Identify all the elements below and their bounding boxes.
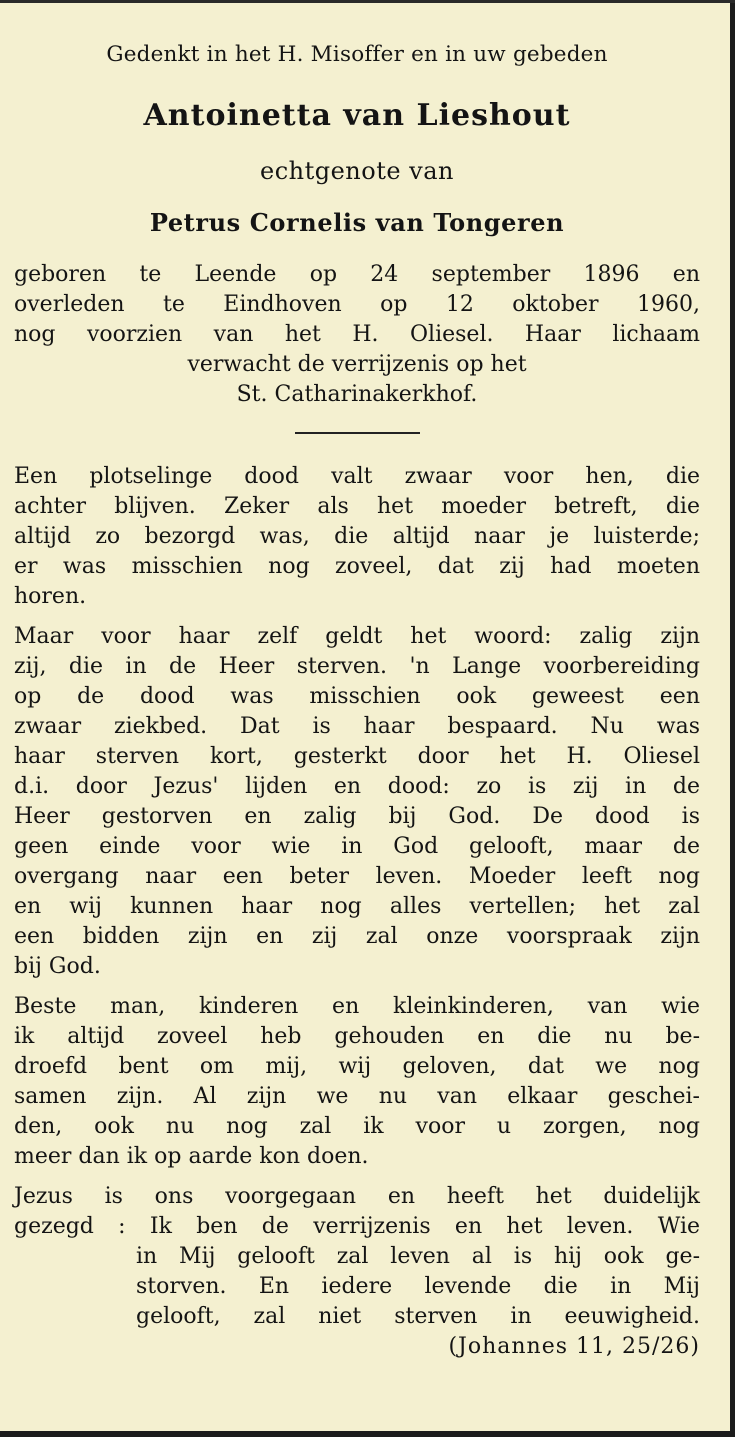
quote-line: gelooft, zal niet sterven in eeuwigheid. <box>136 1304 700 1329</box>
bio-line: nog voorzien van het H. Oliesel. Haar lichaam <box>14 322 700 347</box>
divider-rule <box>295 432 420 434</box>
quote-line: Jezus is ons voorgegaan en heeft het duidelijk <box>14 1184 700 1209</box>
bio-line: geboren te Leende op 24 september 1896 en <box>14 262 700 287</box>
text-line: een bidden zijn en zij zal onze voorspraak zijn <box>14 924 700 949</box>
text-line: en wij kunnen haar nog alles vertellen; het zal <box>14 894 700 919</box>
text-line: horen. <box>14 584 87 609</box>
text-line: overgang naar een beter leven. Moeder leeft nog <box>14 864 700 889</box>
text-line: haar sterven kort, gesterkt door het H. Oliesel <box>14 744 700 769</box>
text-line: er was misschien nog zoveel, dat zij had moeten <box>14 554 700 579</box>
text-line: Maar voor haar zelf geldt het woord: zalig zijn <box>14 624 700 649</box>
spouse-label: echtgenote van <box>259 157 455 185</box>
paragraph-2 <box>14 622 700 982</box>
text-line: den, ook nu nog zal ik voor u zorgen, nog <box>14 1114 700 1139</box>
text-line: ik altijd zoveel heb gehouden en die nu be- <box>14 1024 700 1049</box>
scripture-quote <box>14 1182 700 1362</box>
text-line: Een plotselinge dood valt zwaar voor hen, die <box>14 464 700 489</box>
bio-line: St. Catharinakerkhof. <box>236 382 478 407</box>
text-line: zwaar ziekbed. Dat is haar bespaard. Nu was <box>14 714 700 739</box>
paragraph-1 <box>14 462 700 612</box>
paragraph-3 <box>14 992 700 1172</box>
text-line: bij God. <box>14 954 101 979</box>
text-line: zij, die in de Heer sterven. 'n Lange voorbereiding <box>14 654 700 679</box>
text-line: samen zijn. Al zijn we nu van elkaar geschei- <box>14 1084 700 1109</box>
body-text <box>14 462 700 1362</box>
deceased-name: Antoinetta van Lieshout <box>143 98 571 133</box>
text-line: achter blijven. Zeker als het moeder betreft, die <box>14 494 700 519</box>
text-line: d.i. door Jezus' lijden en dood: zo is zij in de <box>14 774 700 799</box>
text-line: Beste man, kinderen en kleinkinderen, van wie <box>14 994 700 1019</box>
text-line: Heer gestorven en zalig bij God. De dood is <box>14 804 700 829</box>
quote-line: gezegd : Ik ben de verrijzenis en het leven. Wie <box>14 1214 700 1239</box>
text-line: meer dan ik op aarde kon doen. <box>14 1144 369 1169</box>
text-line: op de dood was misschien ook geweest een <box>14 684 700 709</box>
text-line: altijd zo bezorgd was, die altijd naar je luisterde; <box>14 524 700 549</box>
text-line: geen einde voor wie in God gelooft, maar de <box>14 834 700 859</box>
card-content <box>14 40 700 1362</box>
text-line: droefd bent om mij, wij geloven, dat we nog <box>14 1054 700 1079</box>
bio-line: verwacht de verrijzenis op het <box>187 352 527 377</box>
quote-line: in Mij gelooft zal leven al is hij ook ge- <box>136 1244 700 1269</box>
spouse-name: Petrus Cornelis van Tongeren <box>149 208 565 237</box>
bio-line: overleden te Eindhoven op 12 oktober 1960, <box>14 292 700 317</box>
biography <box>14 260 700 410</box>
card-edge <box>0 0 735 3</box>
header-prayer-line: Gedenkt in het H. Misoffer en in uw gebeden <box>106 42 608 67</box>
quote-line: storven. En iedere levende die in Mij <box>136 1274 700 1299</box>
scripture-citation: (Johannes 11, 25/26) <box>448 1334 700 1359</box>
